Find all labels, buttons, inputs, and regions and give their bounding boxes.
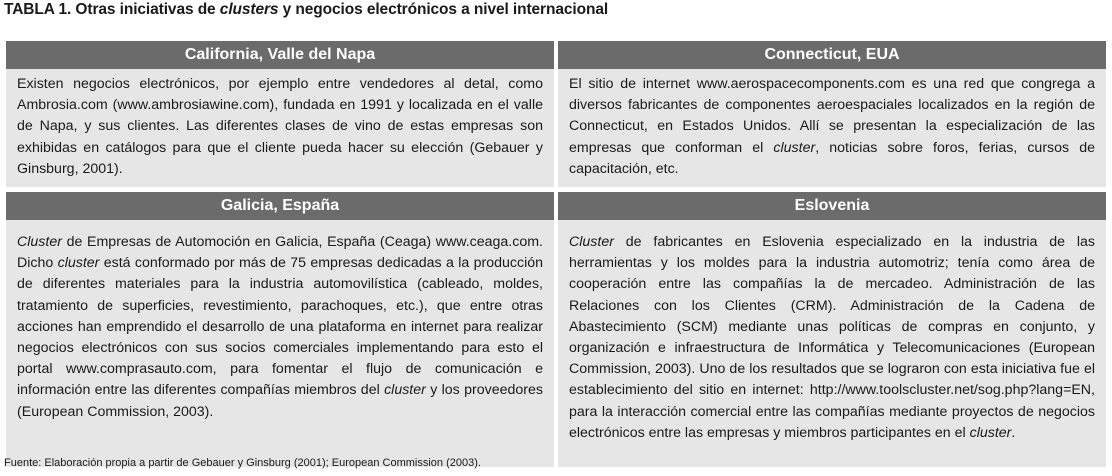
source-note: Fuente: Elaboración propia a partir de Gebauer y Ginsburg (2001); European Commission (2003).: [4, 457, 481, 469]
region-description: [6, 220, 554, 467]
initiatives-table: [6, 41, 1106, 467]
description-text: y los proveedores (European Commission, 2003).: [17, 382, 543, 420]
table-title: [4, 1, 608, 19]
region-cell-california: [6, 41, 554, 187]
description-text: Existen negocios electrónicos, por ejemplo entre vendedores al detal, como Ambrosia.com (www.ambrosiawine.com), fundada en 1991 y localizada en el valle de Napa, y sus clientes. Las diferentes clases de vino de estas empresas son exhibidas en catálogos para que el cliente pueda hacer su elección (Gebauer y Ginsburg, 2001).: [17, 76, 543, 177]
table-title-suffix: y negocios electrónicos a nivel internacional: [278, 1, 609, 18]
region-description: [6, 69, 554, 187]
italic-term: cluster: [773, 139, 816, 156]
region-header: Eslovenia: [558, 192, 1106, 220]
description-text: de Empresas de Automoción en Galicia, España (Ceaga) www.ceaga.com. Dicho: [17, 234, 543, 272]
region-header: Galicia, España: [6, 192, 554, 220]
italic-term: cluster: [384, 382, 426, 399]
description-text: está conformado por más de 75 empresas dedicadas a la producción de diferentes materiales para la industria automovilística (cableado, moldes, tratamiento de superficies, revestimiento, parachoques, etc.), que entre otras acciones han emprendido el desarrollo de una plataforma en internet para realizar negocios electrónicos con sus socios comerciales implementando para esto el portal www.comprasauto.com, para fomentar el flujo de comunicación e información entre las diferentes compañías miembros del: [17, 255, 543, 399]
description-text: , noticias sobre foros, ferias, cursos de capacitación, etc.: [569, 139, 1095, 177]
region-header: California, Valle del Napa: [6, 41, 554, 69]
description-text: El sitio de internet www.aerospacecomponents.com es una red que congrega a diversos fabricantes de componentes aeroespaciales localizados en la región de Connecticut, en Estados Unidos. Allí se presentan la especialización de las empresas que conforman el: [569, 76, 1095, 156]
table-row: [6, 192, 1106, 467]
italic-term: cluster: [57, 255, 100, 272]
italic-term: cluster: [969, 424, 1012, 441]
description-text: .: [1011, 424, 1016, 441]
table-title-italic: clusters: [219, 1, 279, 18]
region-header: Connecticut, EUA: [558, 41, 1106, 69]
region-cell-connecticut: [558, 41, 1106, 187]
region-description: [558, 69, 1106, 187]
italic-term: Cluster: [17, 234, 62, 250]
table-row: [6, 41, 1106, 187]
table-title-prefix: TABLA 1. Otras iniciativas de: [4, 1, 220, 18]
region-cell-galicia: [6, 192, 554, 467]
region-cell-eslovenia: [558, 192, 1106, 467]
region-description: [558, 220, 1106, 467]
italic-term: Cluster: [569, 234, 614, 250]
description-text: de fabricantes en Eslovenia especializado en la industria de las herramientas y los moldes para la industria automotriz; tenía como área de cooperación entre las compañías la de mercadeo. Administración de las Relaciones con los Clientes (CRM). Administración de la Cadena de Abastecimiento (SCM) mediante unas políticas de compras en conjunto, y organización e infraestructura de Informática y Telecomunicaciones (European Commission, 2003). Uno de los resultados que se lograron con esta iniciativa fue el establecimiento del sitio en internet: http://www.toolscluster.net/sog.php?lang=EN, para la interacción comercial entre las compañías mediante proyectos de negocios electrónicos entre las empresas y miembros participantes en el: [569, 234, 1095, 441]
